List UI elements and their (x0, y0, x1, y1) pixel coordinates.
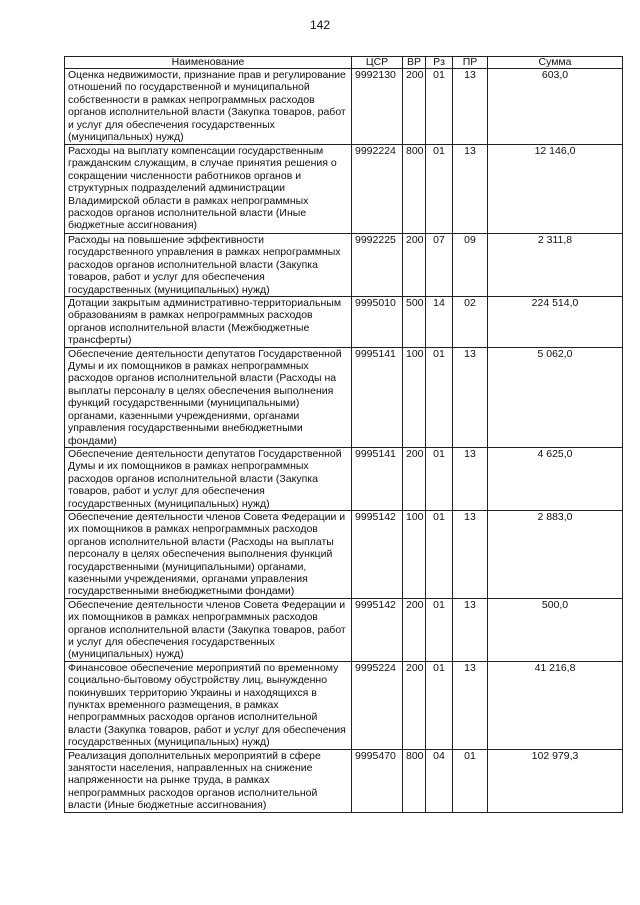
row-csr: 9992130 (352, 69, 403, 145)
row-pr: 13 (453, 69, 488, 145)
row-name: Обеспечение деятельности депутатов Государственной Думы и их помощников в рамках непрограммных расходов органов исполнительной власти (Расходы на выплаты персоналу в целях обеспечения выполнения функций государственными (муниципальными) органами, казенными учреждениями, органами управления государственными внебюджетными фондами) (65, 347, 352, 447)
row-rz: 01 (426, 145, 453, 234)
row-rz: 01 (426, 661, 453, 749)
row-sum: 2 883,0 (488, 510, 623, 598)
row-csr: 9995010 (352, 297, 403, 348)
row-vr: 200 (403, 69, 426, 145)
row-sum: 224 514,0 (488, 297, 623, 348)
row-pr: 01 (453, 749, 488, 812)
row-rz: 01 (426, 510, 453, 598)
row-name: Обеспечение деятельности депутатов Государственной Думы и их помощников в рамках непрограммных расходов органов исполнительной власти (Закупка товаров, работ и услуг для обеспечения государственных (муниципальных) нужд) (65, 447, 352, 510)
row-pr: 13 (453, 347, 488, 447)
row-sum: 5 062,0 (488, 347, 623, 447)
table-row (65, 297, 623, 348)
row-name: Реализация дополнительных мероприятий в сфере занятости населения, направленных на снижение напряженности на рынке труда, в рамках непрограммных расходов органов исполнительной власти (Иные бюджетные ассигнования) (65, 749, 352, 812)
header-pr: ПР (453, 57, 488, 69)
header-rz: Рз (426, 57, 453, 69)
row-csr: 9995141 (352, 447, 403, 510)
row-rz: 14 (426, 297, 453, 348)
row-rz: 04 (426, 749, 453, 812)
row-vr: 200 (403, 447, 426, 510)
row-sum: 603,0 (488, 69, 623, 145)
row-vr: 200 (403, 661, 426, 749)
row-sum: 4 625,0 (488, 447, 623, 510)
row-vr: 100 (403, 347, 426, 447)
header-sum: Сумма (488, 57, 623, 69)
table-row (65, 234, 623, 297)
row-csr: 9995224 (352, 661, 403, 749)
row-csr: 9995470 (352, 749, 403, 812)
budget-table (64, 56, 623, 813)
row-rz: 07 (426, 234, 453, 297)
row-rz: 01 (426, 347, 453, 447)
row-vr: 800 (403, 749, 426, 812)
table-row (65, 447, 623, 510)
table-row (65, 145, 623, 234)
row-vr: 200 (403, 234, 426, 297)
row-sum: 500,0 (488, 598, 623, 661)
row-name: Обеспечение деятельности членов Совета Федерации и их помощников в рамках непрограммных расходов органов исполнительной власти (Расходы на выплаты персоналу в целях обеспечения выполнения функций государственными (муниципальными) органами, казенными учреждениями, органами управления государственными внебюджетными фондами) (65, 510, 352, 598)
table-row (65, 347, 623, 447)
row-csr: 9992225 (352, 234, 403, 297)
row-csr: 9995142 (352, 510, 403, 598)
row-rz: 01 (426, 447, 453, 510)
header-vr: ВР (403, 57, 426, 69)
row-pr: 13 (453, 598, 488, 661)
table-row (65, 661, 623, 749)
page-number: 142 (309, 18, 331, 32)
row-pr: 13 (453, 447, 488, 510)
row-rz: 01 (426, 69, 453, 145)
row-pr: 09 (453, 234, 488, 297)
row-name: Расходы на повышение эффективности государственного управления в рамках непрограммных расходов органов исполнительной власти (Закупка товаров, работ и услуг для обеспечения государственных (муниципальных) нужд) (65, 234, 352, 297)
row-pr: 13 (453, 145, 488, 234)
row-name: Финансовое обеспечение мероприятий по временному социально-бытовому обустройству лиц, вынужденно покинувших территорию Украины и находящихся в пунктах временного размещения, в рамках непрограммных расходов органов исполнительной власти (Закупка товаров, работ и услуг для обеспечения государственных (муниципальных) нужд) (65, 661, 352, 749)
row-name: Обеспечение деятельности членов Совета Федерации и их помощников в рамках непрограммных расходов органов исполнительной власти (Закупка товаров, работ и услуг для обеспечения государственных (муниципальных) нужд) (65, 598, 352, 661)
row-name: Дотации закрытым административно-территориальным образованиям в рамках непрограммных расходов органов исполнительной власти (Межбюджетные трансферты) (65, 297, 352, 348)
row-csr: 9992224 (352, 145, 403, 234)
row-sum: 102 979,3 (488, 749, 623, 812)
row-pr: 02 (453, 297, 488, 348)
row-pr: 13 (453, 510, 488, 598)
row-rz: 01 (426, 598, 453, 661)
header-name: Наименование (65, 57, 352, 69)
table-row (65, 69, 623, 145)
row-vr: 500 (403, 297, 426, 348)
row-csr: 9995141 (352, 347, 403, 447)
row-name: Расходы на выплату компенсации государственным гражданским служащим, в случае принятия решения о сокращении численности работников органов и структурных подразделений администрации Владимирской области в рамках непрограммных расходов органов исполнительной власти (Иные бюджетные ассигнования) (65, 145, 352, 234)
row-csr: 9995142 (352, 598, 403, 661)
table-row (65, 510, 623, 598)
row-pr: 13 (453, 661, 488, 749)
row-vr: 800 (403, 145, 426, 234)
row-vr: 200 (403, 598, 426, 661)
row-sum: 2 311,8 (488, 234, 623, 297)
header-csr: ЦСР (352, 57, 403, 69)
row-sum: 41 216,8 (488, 661, 623, 749)
table-row (65, 749, 623, 812)
table-header-row (65, 57, 623, 69)
row-sum: 12 146,0 (488, 145, 623, 234)
table-row (65, 598, 623, 661)
row-vr: 100 (403, 510, 426, 598)
row-name: Оценка недвижимости, признание прав и регулирование отношений по государственной и муниципальной собственности в рамках непрограммных расходов органов исполнительной власти (Закупка товаров, работ и услуг для обеспечения государственных (муниципальных) нужд) (65, 69, 352, 145)
